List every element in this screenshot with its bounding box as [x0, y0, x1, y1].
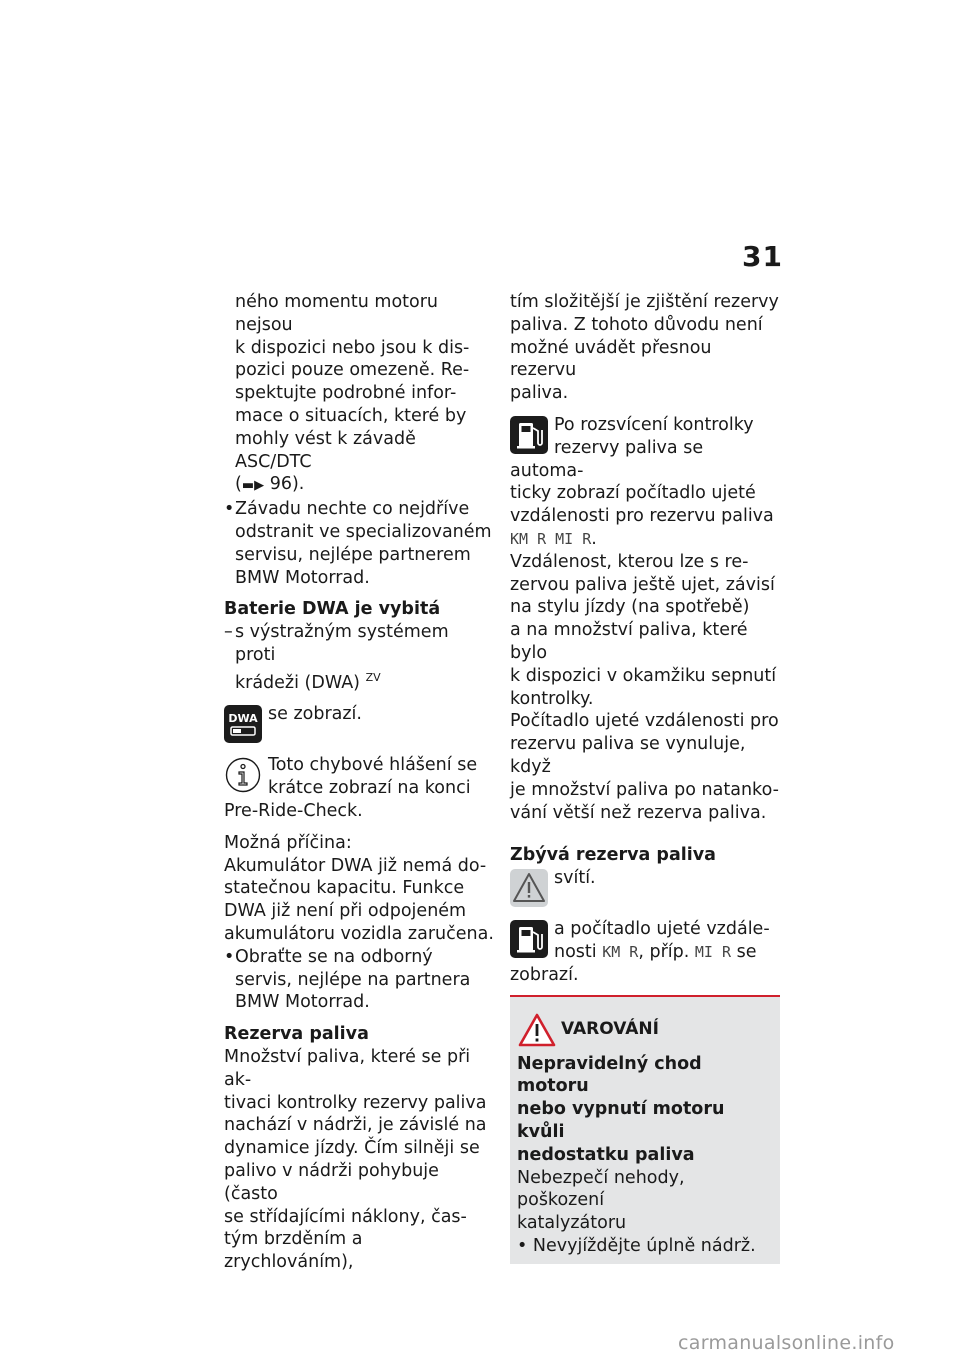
- distance-paragraph: Vzdálenost, kterou lze s re- zervou paliva ještě ujet, závisí na stylu jízdy (na spotřebě) a na množství paliva, které bylo k dispozici v okamžiku sepnutí kontrolky.: [510, 551, 777, 709]
- warning-hazard: Nepravidelný chod motoru nebo vypnutí motoru kvůli nedostatku paliva: [517, 1053, 725, 1165]
- right-column: tím složitější je zjištění rezervy paliva. Z tohoto důvodu není možné uvádět přesnou rezervu paliva. Po rozsvícení kontrolky rezervy paliva se automa- ticky zobrazí počítadlo ujeté vzdálenosti pro rezervu paliva KM R MI R. Vzdálenost, kterou lze s re- zervou paliva ještě ujet, závisí na stylu jízdy (na spotřebě) a na množství paliva, které bylo k dispozici v okamžiku sepnutí kontrolky. Počítadlo ujeté vzdálenosti pro rezervu paliva se vynuluje, když je množství paliva po natanko- vání větší než rezerva paliva. Zbývá rezerva paliva svítí. a počítadlo ujeté vzdále- nosti KM R, příp. MI R se zobrazí. VAROVÁNÍ Nepravidelný chod motoru nebo vypnutí motoru kvůli nedostatku paliva Nebezpečí nehody, poškození katalyzátoru • Nevyjíždějte úplně nádrž.: [510, 291, 780, 1264]
- svg-text:DWA: DWA: [228, 712, 258, 726]
- section-heading: Rezerva paliva: [224, 1024, 369, 1045]
- general-warning-icon: [510, 869, 548, 907]
- left-column: ného momentu motoru nejsou k dispozici nebo jsou k dis- pozici pouze omezeně. Re- spektujte podrobné infor- mace o situacích, které by mohly vést k závadě ASC/DTC (▬▶ 96). • Závadu nechte co nejdříve odstranit ve specializovaném servisu, nejlépe partnerem BMW Motorrad. Baterie DWA je vybitá – s výstražným systémem proti krádeži (DWA) $^{ZV}$ DWA se zobrazí. Toto chybové hlášení se krátce zobrazí na konci Pre-Ride-Check. Možná příčina: Akumulátor DWA již nemá do- statečnou kapacitu. Funkce DWA již není při odpojeném akumulátoru vozidla zaručena. • Obraťte se na odborný servis, nejlépe na partnera BMW Motorrad. Rezerva paliva Množství paliva, které se při ak- tivaci kontrolky rezervy paliva nachází v nádrži, je závislé na dynamice jízdy. Čím silněji se palivo v nádrži pohybuje (často se střídajícími náklony, čas- tým brzděním a zrychlováním),: [224, 291, 494, 1274]
- bullet-item: • Obraťte se na odborný servis, nejlépe na partnera BMW Motorrad.: [224, 946, 494, 1014]
- warning-triangle-icon: [517, 1012, 557, 1048]
- warning-header: [517, 1007, 773, 1053]
- fuel-reserve-note: Po rozsvícení kontrolky rezervy paliva se automa-: [510, 414, 754, 481]
- warning-consequence: Nebezpečí nehody, poškození katalyzátoru: [517, 1167, 685, 1234]
- dash-item: – s výstražným systémem proti krádeži (DWA) $^{ZV}$: [224, 621, 494, 694]
- info-icon: [224, 756, 262, 794]
- info-note: Toto chybové hlášení se krátce zobrazí na konci: [224, 754, 494, 800]
- warning-title: VAROVÁNÍ: [561, 1019, 659, 1040]
- section-heading: Zbývá rezerva paliva: [510, 845, 716, 866]
- page-number: 31: [742, 240, 783, 273]
- section-heading: Baterie DWA je vybitá: [224, 599, 441, 620]
- reset-paragraph: Počítadlo ujeté vzdálenosti pro rezervu paliva se vynuluje, když je množství paliva po natanko- vání větší než rezerva paliva.: [510, 711, 779, 823]
- paragraph-continuation: tím složitější je zjištění rezervy paliva. Z tohoto důvodu není možné uvádět přesnou rezervu paliva.: [510, 292, 779, 404]
- warning-light-row: svítí.: [510, 867, 780, 909]
- reserve-paragraph: Množství paliva, které se při ak- tivaci kontrolky rezervy paliva nachází v nádrži, je závislé na dynamice jízdy. Čím silněji se palivo v nádrži pohybuje (často se střídajícími náklony, čas- tým brzděním a zrychlováním),: [224, 1046, 487, 1273]
- paragraph-continuation: ného momentu motoru nejsou k dispozici nebo jsou k dis- pozici pouze omezeně. Re- spektujte podrobné infor- mace o situacích, které by mohly vést k závadě ASC/DTC (▬▶ 96).: [224, 291, 494, 498]
- possible-cause: Možná příčina: Akumulátor DWA již nemá do- statečnou kapacitu. Funkce DWA již není při odpojeném akumulátoru vozidla zaručena.: [224, 832, 494, 944]
- equipment-superscript: ZV: [365, 670, 381, 684]
- dwa-indicator-row: DWA se zobrazí.: [224, 703, 494, 745]
- bullet-item: • Závadu nechte co nejdříve odstranit ve specializovaném servisu, nejlépe partnerem BMW Motorrad.: [224, 498, 494, 589]
- page-reference-arrow-icon: ▬▶: [241, 478, 265, 494]
- page-reference[interactable]: (▬▶ 96).: [235, 474, 305, 495]
- fuel-pump-icon: [510, 920, 548, 958]
- display-text-mi: MI R: [694, 942, 732, 961]
- warning-box: [510, 995, 780, 1264]
- fuel-pump-icon: [510, 416, 548, 454]
- odometer-note: a počítadlo ujeté vzdále- nosti KM R, příp. MI R se: [510, 918, 780, 964]
- watermark: carmanualsonline.info: [678, 1332, 895, 1354]
- display-text-km: KM R: [602, 942, 639, 961]
- dwa-battery-icon: [224, 705, 262, 743]
- warning-bullet: • Nevyjíždějte úplně nádrž.: [517, 1235, 756, 1256]
- display-text-km-mi: KM R MI R: [510, 529, 592, 548]
